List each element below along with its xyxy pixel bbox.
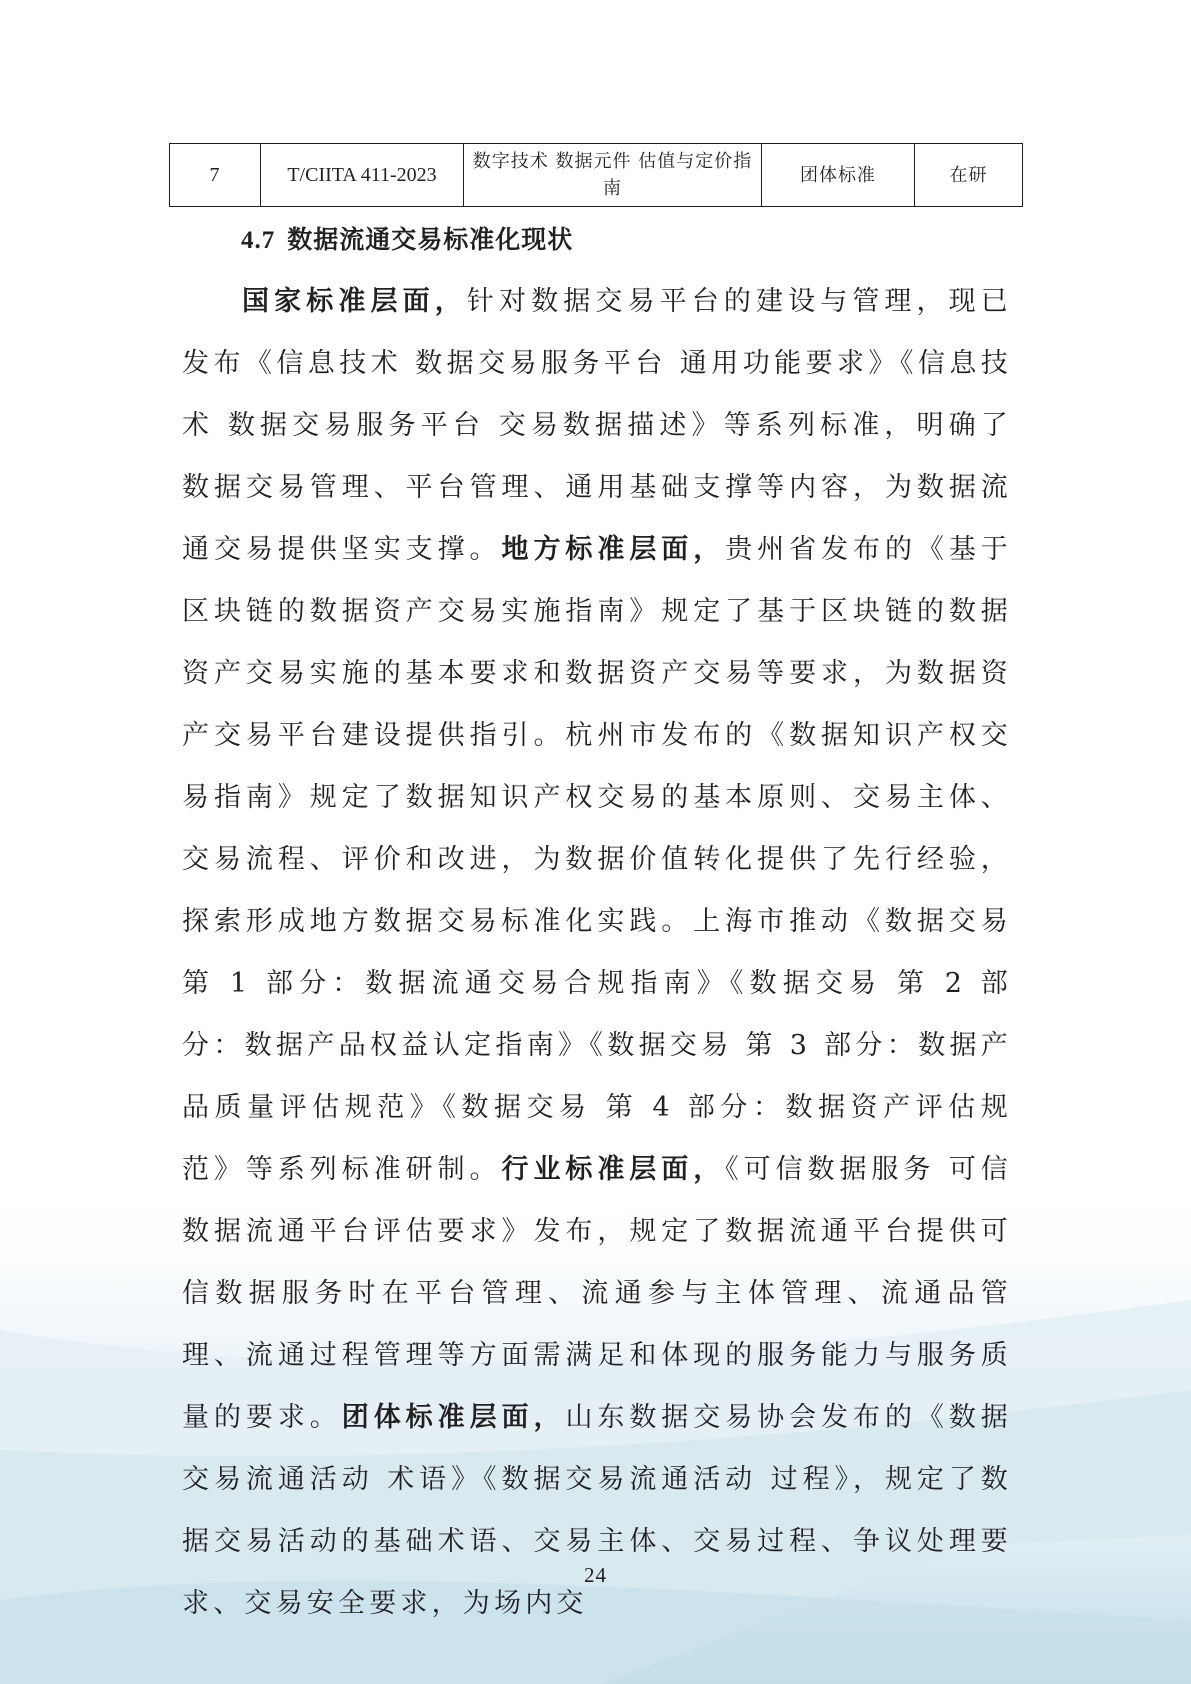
text-group-standard: 山东数据交易协会发布的《数据交易流通活动 术语》《数据交易流通活动 过程》，规定了数据交易活动的基础术语、交易主体、交易过程、争议处理要求、交易安全要求，为场内交 <box>182 1402 1013 1619</box>
lead-industry-standard: 行业标准层面， <box>501 1154 726 1185</box>
row-number-cell: 7 <box>170 144 261 207</box>
lead-national-standard: 国家标准层面， <box>242 286 467 317</box>
page-number: 24 <box>584 1563 607 1587</box>
section-number: 4.7 <box>241 227 276 254</box>
section-title: 数据流通交易标准化现状 <box>287 225 574 254</box>
standard-name-cell: 数字技术 数据元件 估值与定价指南 <box>464 144 762 207</box>
text-local-standard: 贵州省发布的《基于区块链的数据资产交易实施指南》规定了基于区块链的数据资产交易实施的基本要求和数据资产交易等要求，为数据资产交易平台建设提供指引。杭州市发布的《数据知识产权交易指南》规定了数据知识产权交易的基本原则、交易主体、交易流程、评价和改进，为数据价值转化提供了先行经验，探索形成地方数据交易标准化实践。上海市推动《数据交易 第 1 部分：数据流通交易合规指南》《数据交易 第 2 部分：数据产品权益认定指南》《数据交易 第 3 部分：数据产品质量评估规范》《数据交易 第 4 部分：数据资产评估规范》等系列标准研制。 <box>182 534 1012 1185</box>
standard-type-cell: 团体标准 <box>762 144 915 207</box>
section-heading <box>241 222 573 259</box>
lead-group-standard: 团体标准层面， <box>341 1402 566 1433</box>
standard-status-cell: 在研 <box>915 144 1023 207</box>
text-industry-standard: 《可信数据服务 可信数据流通平台评估要求》发布，规定了数据流通平台提供可信数据服务时在平台管理、流通参与主体管理、流通品管理、流通过程管理等方面需满足和体现的服务能力与服务质量的要求。 <box>182 1154 1012 1433</box>
standards-table <box>169 143 1023 207</box>
text-national-standard: 针对数据交易平台的建设与管理，现已发布《信息技术 数据交易服务平台 通用功能要求》《信息技术 数据交易服务平台 交易数据描述》等系列标准，明确了数据交易管理、平台管理、通用基础支撑等内容，为数据流通交易提供坚实支撑。 <box>182 286 1012 565</box>
table-row <box>170 144 1023 207</box>
standard-code-cell: T/CIITA 411-2023 <box>261 144 464 207</box>
body-paragraph <box>182 271 1012 1635</box>
lead-local-standard: 地方标准层面， <box>501 534 726 565</box>
